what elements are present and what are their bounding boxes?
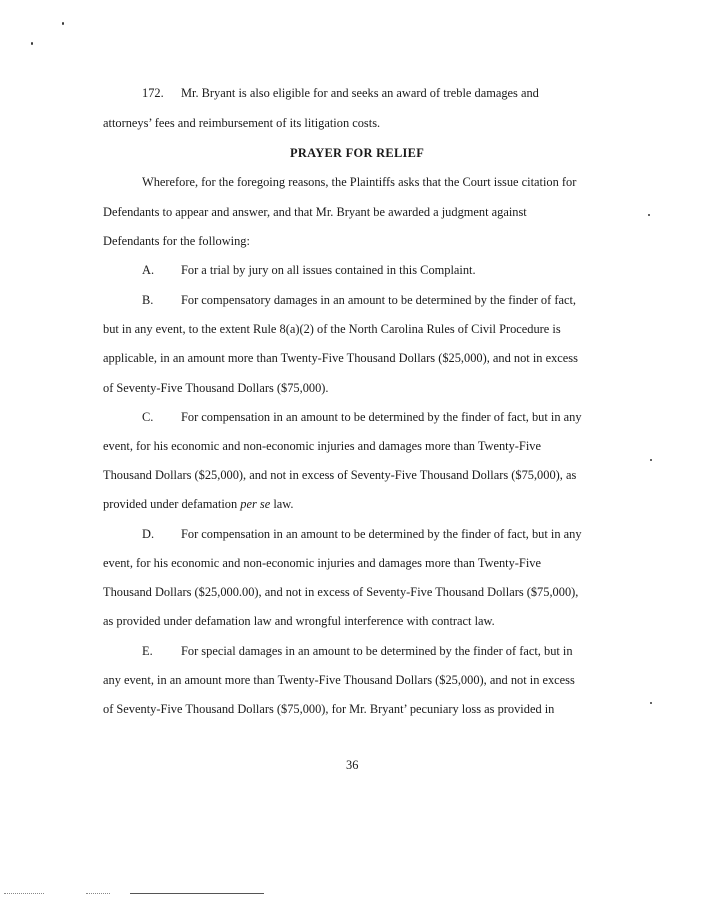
item-d-line: Thousand Dollars ($25,000.00), and not in excess of Seventy-Five Thousand Dollars ($75,000), (103, 585, 579, 599)
intro-text-line: Defendants to appear and answer, and that Mr. Bryant be awarded a judgment against (103, 205, 527, 219)
item-c-line: For compensation in an amount to be determined by the finder of fact, but in any (181, 410, 582, 424)
item-b-line: applicable, in an amount more than Twenty-Five Thousand Dollars ($25,000), and not in excess (103, 351, 578, 365)
item-b-line: For compensatory damages in an amount to be determined by the finder of fact, (181, 293, 576, 307)
item-d-line: For compensation in an amount to be determined by the finder of fact, but in any (181, 527, 582, 541)
footer-rule (130, 893, 264, 894)
item-e-line: any event, in an amount more than Twenty-Five Thousand Dollars ($25,000), and not in excess (103, 673, 575, 687)
item-c-text: law. (270, 497, 294, 511)
item-c-text: provided under defamation (103, 497, 241, 511)
page-number: 36 (346, 758, 359, 772)
item-label-a: A. (142, 263, 155, 277)
paragraph-number: 172. (142, 86, 164, 100)
intro-text-line: Defendants for the following: (103, 234, 250, 248)
item-e-line: of Seventy-Five Thousand Dollars ($75,000), for Mr. Bryant’ pecuniary loss as provided in (103, 702, 555, 716)
footer-scan-artifact (4, 893, 44, 895)
section-heading: PRAYER FOR RELIEF (290, 146, 425, 160)
item-c-line (103, 496, 294, 512)
item-label-b: B. (142, 293, 154, 307)
item-a-line: For a trial by jury on all issues contained in this Complaint. (181, 263, 476, 277)
scan-speck (62, 22, 64, 25)
item-e-line: For special damages in an amount to be determined by the finder of fact, but in (181, 644, 573, 658)
item-c-line: Thousand Dollars ($25,000), and not in excess of Seventy-Five Thousand Dollars ($75,000), as (103, 468, 577, 482)
item-d-line: event, for his economic and non-economic injuries and damages more than Twenty-Five (103, 556, 541, 570)
scan-speck (648, 214, 650, 216)
scan-speck (650, 702, 652, 704)
scan-speck (650, 459, 652, 461)
item-b-line: but in any event, to the extent Rule 8(a)(2) of the North Carolina Rules of Civil Procedure is (103, 322, 561, 336)
item-label-e: E. (142, 644, 153, 658)
footer-scan-artifact (86, 893, 110, 895)
paragraph-text-line: attorneys’ fees and reimbursement of its litigation costs. (103, 116, 381, 130)
item-b-line: of Seventy-Five Thousand Dollars ($75,000). (103, 381, 329, 395)
paragraph-text-line: Mr. Bryant is also eligible for and seeks an award of treble damages and (181, 86, 539, 100)
item-d-line: as provided under defamation law and wrongful interference with contract law. (103, 614, 495, 628)
item-c-line: event, for his economic and non-economic injuries and damages more than Twenty-Five (103, 439, 541, 453)
scan-speck (31, 42, 33, 45)
item-label-d: D. (142, 527, 155, 541)
item-c-italic-text: per se (240, 497, 271, 511)
intro-text-line: Wherefore, for the foregoing reasons, the Plaintiffs asks that the Court issue citation for (142, 175, 577, 189)
item-label-c: C. (142, 410, 154, 424)
